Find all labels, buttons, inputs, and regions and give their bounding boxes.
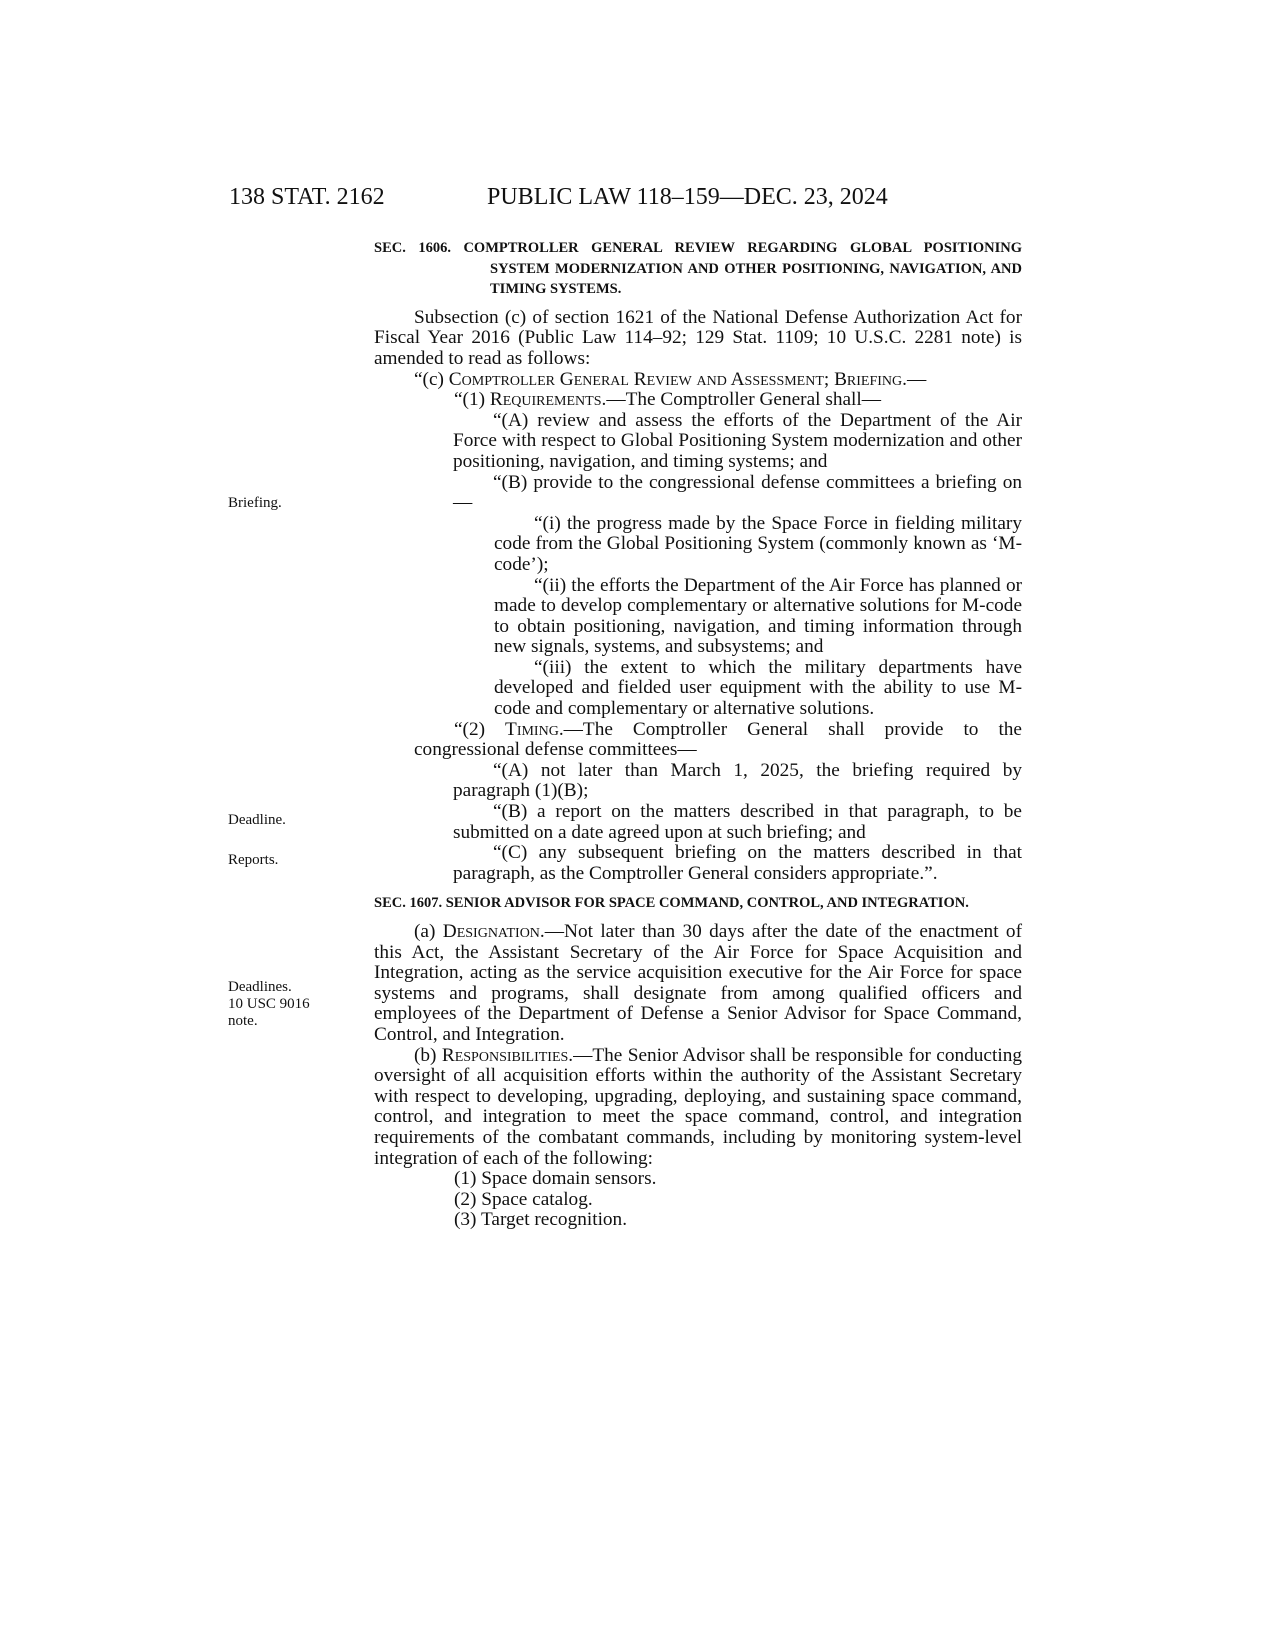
paragraph-2-heading: Timing xyxy=(505,718,559,740)
paragraph-1-B: “(B) provide to the congressional defense committees a briefing on— xyxy=(453,471,1022,514)
subsection-b-heading: Responsibilities xyxy=(441,1044,569,1066)
paragraph-1-B-ii: “(ii) the efforts the Department of the Air Force has planned or made to develop complementary or alternative solutions for M-code to obtain positioning, navigation, and timing information through new signals, systems, and subsystems; and xyxy=(494,574,1022,658)
subsection-c-suffix: .— xyxy=(902,368,927,390)
subsection-a xyxy=(374,922,1022,1046)
list-item-2: (2) Space catalog. xyxy=(454,1188,593,1210)
paragraph-1-text: .—The Comptroller General shall— xyxy=(601,389,882,411)
subsection-a-heading: Designation xyxy=(442,921,540,942)
paragraph-1-A: “(A) review and assess the efforts of the Department of the Air Force with respect to Global Positioning System modernization and other positioning, navigation, and timing systems; and xyxy=(453,409,1022,472)
margin-note-note: note. xyxy=(228,1013,258,1029)
paragraph-1-prefix: “(1) xyxy=(454,389,490,411)
running-head: PUBLIC LAW 118–159—DEC. 23, 2024 xyxy=(487,184,888,210)
list-item-3: (3) Target recognition. xyxy=(454,1209,628,1231)
paragraph-1-B-i: “(i) the progress made by the Space Force in fielding military code from the Global Positioning System (commonly known as ‘M-code’); xyxy=(494,512,1022,575)
margin-note-reports: Reports. xyxy=(228,852,279,868)
subsection-c-heading xyxy=(374,370,1022,391)
paragraph-2-A: “(A) not later than March 1, 2025, the briefing required by paragraph (1)(B); xyxy=(453,759,1022,802)
stat-page-number: 138 STAT. 2162 xyxy=(229,184,385,210)
paragraph-2 xyxy=(374,720,1022,761)
paragraph-2-text: .—The Comptroller General shall provide to the congressional defense committees— xyxy=(414,718,1022,761)
margin-note-deadline: Deadline. xyxy=(228,812,286,828)
main-text xyxy=(374,238,1022,1231)
subsection-c-title: Comptroller General Review and Assessment; Briefing xyxy=(448,368,903,390)
subsection-b xyxy=(374,1046,1022,1170)
subsection-b-text: .—The Senior Advisor shall be responsible for conducting oversight of all acquisition efforts within the authority of the Assistant Secretary with respect to developing, upgrading, deploying, and sustaining space command, control, and integration to meet the space command, control, and integration requirements of the combatant commands, including by monitoring system-level integration of each of the following: xyxy=(374,1044,1022,1169)
paragraph-1 xyxy=(374,390,1022,411)
paragraph-2-B: “(B) a report on the matters described in that paragraph, to be submitted on a date agreed upon at such briefing; and xyxy=(453,801,1022,843)
margin-note-usc: 10 USC 9016 xyxy=(228,996,310,1012)
sec-1606-intro: Subsection (c) of section 1621 of the National Defense Authorization Act for Fiscal Year 2016 (Public Law 114–92; 129 Stat. 1109; 10 U.S.C. 2281 note) is amended to read as follows: xyxy=(374,306,1022,369)
subsection-b-prefix: (b) xyxy=(414,1044,442,1066)
paragraph-1-heading: Requirements xyxy=(489,389,602,411)
margin-note-briefing: Briefing. xyxy=(228,495,282,511)
subsection-c-prefix: “(c) xyxy=(414,368,449,390)
paragraph-1-B-iii: “(iii) the extent to which the military departments have developed and fielded user equipment with the ability to use M-code and complementary or alternative solutions. xyxy=(494,656,1022,720)
subsection-a-text: .—Not later than 30 days after the date of the enactment of this Act, the Assistant Secretary of the Air Force for Space Acquisition and Integration, acting as the service acquisition executive for the Air Force for space systems and programs, shall designate from among qualified officers and employees of the Department of Defense a Senior Advisor for Space Command, Control, and Integration. xyxy=(374,921,1022,1045)
sec-1606-heading: SEC. 1606. COMPTROLLER GENERAL REVIEW REGARDING GLOBAL POSITIONING SYSTEM MODERNIZATION AND OTHER POSITIONING, NAVIGATION, AND TIMING SYSTEMS. xyxy=(374,240,1022,298)
paragraph-2-prefix: “(2) xyxy=(454,718,506,740)
subsection-a-prefix: (a) xyxy=(414,921,443,942)
paragraph-2-C: “(C) any subsequent briefing on the matters described in that paragraph, as the Comptroller General considers appropriate.”. xyxy=(453,842,1022,884)
margin-note-deadlines-label: Deadlines. xyxy=(228,979,292,995)
margin-note-deadlines xyxy=(228,979,310,1030)
sec-1607-heading: SEC. 1607. SENIOR ADVISOR FOR SPACE COMMAND, CONTROL, AND INTEGRATION. xyxy=(374,895,969,912)
list-item-1: (1) Space domain sensors. xyxy=(454,1168,657,1190)
